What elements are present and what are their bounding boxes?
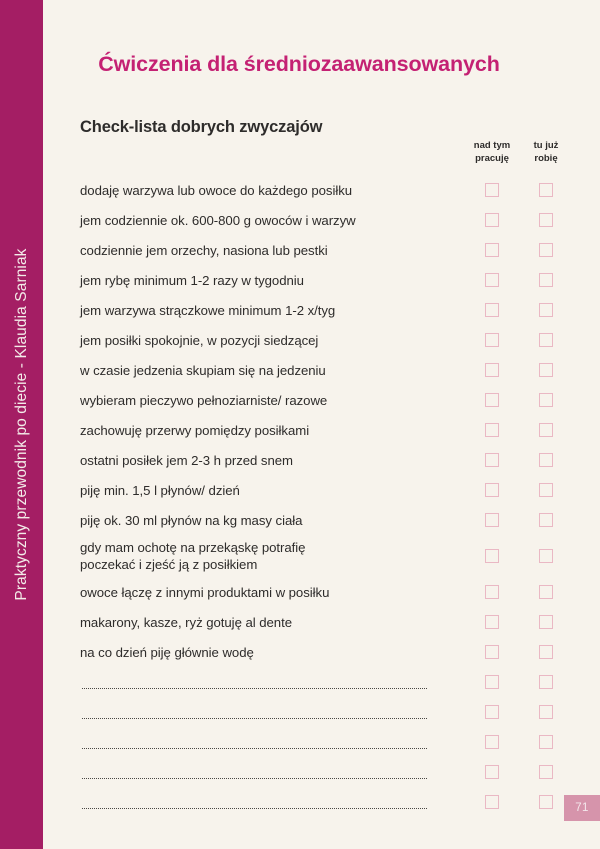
checkbox-already-doing[interactable] — [539, 645, 553, 659]
checklist-item-label: dodaję warzywa lub owoce do każdego posiłku — [80, 182, 353, 198]
checklist-item-label: ostatni posiłek jem 2-3 h przed snem — [80, 452, 293, 468]
write-in-dotted-line[interactable] — [82, 748, 427, 749]
checklist-row — [80, 637, 600, 667]
checkbox-working-on-it[interactable] — [485, 423, 499, 437]
checklist-row-checkboxes — [461, 385, 591, 415]
checklist-row — [80, 355, 600, 385]
checkbox-already-doing[interactable] — [539, 423, 553, 437]
checklist-item-label: piję min. 1,5 l płynów/ dzień — [80, 482, 240, 498]
checklist-row-checkboxes — [461, 637, 591, 667]
checklist-row — [80, 235, 600, 265]
page-title: Ćwiczenia dla średniozaawansowanych — [98, 52, 500, 76]
checklist-item-label: jem codziennie ok. 600-800 g owoców i warzyw — [80, 212, 356, 228]
page-content — [43, 0, 600, 849]
checkbox-working-on-it[interactable] — [485, 363, 499, 377]
checkbox-working-on-it[interactable] — [485, 705, 499, 719]
checkbox-already-doing[interactable] — [539, 483, 553, 497]
checkbox-working-on-it[interactable] — [485, 273, 499, 287]
column-header-line1: tu już — [533, 140, 559, 151]
checkbox-already-doing[interactable] — [539, 393, 553, 407]
write-in-dotted-line[interactable] — [82, 688, 427, 689]
checkbox-already-doing[interactable] — [539, 213, 553, 227]
checkbox-already-doing[interactable] — [539, 795, 553, 809]
checklist — [80, 175, 600, 817]
checkbox-working-on-it[interactable] — [485, 513, 499, 527]
checklist-row-checkboxes — [461, 757, 591, 787]
checklist-item-label: wybieram pieczywo pełnoziarniste/ razowe — [80, 392, 328, 408]
sidebar-brand-bar — [0, 0, 43, 849]
checklist-item-label: na co dzień piję głównie wodę — [80, 644, 254, 660]
checklist-row — [80, 787, 600, 817]
checkbox-already-doing[interactable] — [539, 513, 553, 527]
checklist-row-checkboxes — [461, 505, 591, 535]
checklist-row — [80, 607, 600, 637]
checklist-row-checkboxes — [461, 607, 591, 637]
checkbox-working-on-it[interactable] — [485, 333, 499, 347]
checklist-item-label-line1: gdy mam ochotę na przekąskę potrafię — [80, 540, 306, 555]
checklist-item-label: zachowuję przerwy pomiędzy posiłkami — [80, 422, 310, 438]
checkbox-working-on-it[interactable] — [485, 765, 499, 779]
checkbox-already-doing[interactable] — [539, 333, 553, 347]
checkbox-column-headers — [461, 140, 591, 174]
checklist-row — [80, 577, 600, 607]
write-in-dotted-line[interactable] — [82, 808, 427, 809]
checklist-row-checkboxes — [461, 175, 591, 205]
checklist-row — [80, 535, 600, 577]
checkbox-working-on-it[interactable] — [485, 645, 499, 659]
checklist-item-label: piję ok. 30 ml płynów na kg masy ciała — [80, 512, 303, 528]
checkbox-already-doing[interactable] — [539, 303, 553, 317]
checklist-row — [80, 667, 600, 697]
checkbox-working-on-it[interactable] — [485, 303, 499, 317]
checklist-item-label: jem rybę minimum 1-2 razy w tygodniu — [80, 272, 304, 288]
page-number-badge: 71 — [564, 795, 600, 821]
checkbox-already-doing[interactable] — [539, 735, 553, 749]
checkbox-working-on-it[interactable] — [485, 615, 499, 629]
checkbox-working-on-it[interactable] — [485, 243, 499, 257]
checklist-row — [80, 175, 600, 205]
checkbox-working-on-it[interactable] — [485, 549, 499, 563]
checklist-row — [80, 325, 600, 355]
checklist-row-checkboxes — [461, 235, 591, 265]
checklist-item-label: w czasie jedzenia skupiam się na jedzeniu — [80, 362, 326, 378]
checklist-row-checkboxes — [461, 265, 591, 295]
checklist-row-checkboxes — [461, 355, 591, 385]
checkbox-already-doing[interactable] — [539, 549, 553, 563]
checklist-item-label: makarony, kasze, ryż gotuję al dente — [80, 614, 292, 630]
column-header-working-on-it — [463, 140, 521, 165]
checkbox-working-on-it[interactable] — [485, 795, 499, 809]
write-in-dotted-line[interactable] — [82, 718, 427, 719]
column-header-already-doing — [517, 140, 575, 165]
checkbox-already-doing[interactable] — [539, 675, 553, 689]
checkbox-working-on-it[interactable] — [485, 483, 499, 497]
checklist-row-checkboxes — [461, 415, 591, 445]
checkbox-already-doing[interactable] — [539, 273, 553, 287]
column-header-line2: robię — [534, 152, 558, 164]
checklist-row — [80, 385, 600, 415]
checklist-row-checkboxes — [461, 325, 591, 355]
checklist-row — [80, 265, 600, 295]
checkbox-already-doing[interactable] — [539, 363, 553, 377]
checklist-row — [80, 475, 600, 505]
checklist-row-checkboxes — [461, 445, 591, 475]
checkbox-already-doing[interactable] — [539, 183, 553, 197]
checklist-row — [80, 505, 600, 535]
checklist-row — [80, 415, 600, 445]
checkbox-already-doing[interactable] — [539, 243, 553, 257]
checklist-row-checkboxes — [461, 577, 591, 607]
checklist-row-checkboxes — [461, 697, 591, 727]
checklist-item-label: jem posiłki spokojnie, w pozycji siedzącej — [80, 332, 319, 348]
checklist-row — [80, 445, 600, 475]
write-in-dotted-line[interactable] — [82, 778, 427, 779]
section-heading: Check-lista dobrych zwyczajów — [80, 118, 323, 136]
checklist-item-label — [80, 535, 460, 577]
checklist-row-checkboxes — [461, 295, 591, 325]
checkbox-working-on-it[interactable] — [485, 183, 499, 197]
checkbox-already-doing[interactable] — [539, 705, 553, 719]
column-header-line2: pracuję — [475, 152, 509, 164]
checklist-item-label-line2: poczekać i zjeść ją z posiłkiem — [80, 557, 258, 572]
checkbox-working-on-it[interactable] — [485, 585, 499, 599]
checklist-row — [80, 295, 600, 325]
checklist-row — [80, 757, 600, 787]
checklist-row-checkboxes — [461, 535, 591, 577]
checklist-row-checkboxes — [461, 667, 591, 697]
checklist-row — [80, 205, 600, 235]
checklist-row — [80, 697, 600, 727]
checklist-row-checkboxes — [461, 727, 591, 757]
checklist-row — [80, 727, 600, 757]
checkbox-already-doing[interactable] — [539, 453, 553, 467]
checklist-row-checkboxes — [461, 475, 591, 505]
checklist-item-label: jem warzywa strączkowe minimum 1-2 x/tyg — [80, 302, 336, 318]
checklist-row-checkboxes — [461, 205, 591, 235]
checklist-item-label: owoce łączę z innymi produktami w posiłku — [80, 584, 330, 600]
checkbox-working-on-it[interactable] — [485, 393, 499, 407]
checkbox-already-doing[interactable] — [539, 765, 553, 779]
checkbox-working-on-it[interactable] — [485, 735, 499, 749]
checkbox-working-on-it[interactable] — [485, 213, 499, 227]
sidebar-vertical-title: Praktyczny przewodnik po diecie - Klaudia Sarniak — [12, 248, 30, 601]
checklist-item-label: codziennie jem orzechy, nasiona lub pestki — [80, 242, 328, 258]
column-header-line1: nad tym — [473, 140, 511, 151]
checkbox-working-on-it[interactable] — [485, 453, 499, 467]
checkbox-working-on-it[interactable] — [485, 675, 499, 689]
checkbox-already-doing[interactable] — [539, 615, 553, 629]
checkbox-already-doing[interactable] — [539, 585, 553, 599]
